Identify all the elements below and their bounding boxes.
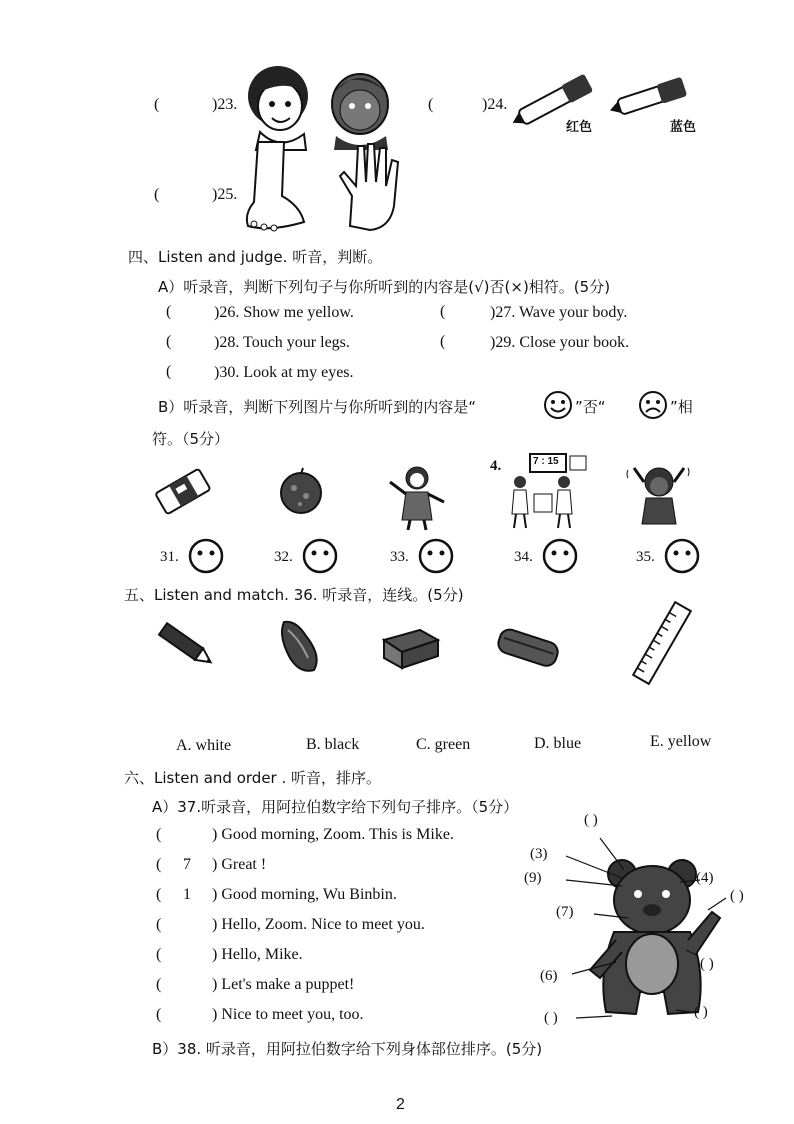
bear-label-right-far: ( ): [730, 888, 744, 904]
section5-heading: 五、Listen and match. 36. 听录音，连线。(5分): [124, 586, 464, 604]
section4-partB-instruction-line2: 符。（5分）: [152, 430, 230, 448]
q25-picture-foot-and-hand: [240, 136, 400, 236]
order-item-6-text: ) Let's make a puppet!: [212, 976, 355, 993]
pencil-sharpener-picture: [276, 616, 324, 676]
bear-label-7: (7): [556, 904, 574, 920]
boy-with-hands-on-head-picture: [626, 460, 692, 530]
bear-label-3: (3): [530, 846, 548, 862]
order-item-3-open: (: [156, 886, 162, 903]
order-item-7-text: ) Nice to meet you, too.: [212, 1006, 364, 1023]
ruler-picture: [624, 602, 700, 684]
match-option-b: B. black: [306, 736, 360, 753]
q23-number: )23.: [212, 96, 238, 113]
order-item-5-open: (: [156, 946, 162, 963]
section6-heading: 六、Listen and order . 听音，排序。: [124, 769, 382, 787]
section4-partB-instruction-2: ”否“: [575, 398, 606, 416]
face-31-number: 31.: [160, 549, 179, 565]
q24-label-blue: 蓝色: [670, 120, 697, 135]
section4-partB-instruction-3: ”相: [670, 398, 693, 416]
q23-open-paren: (: [154, 96, 160, 113]
order-item-4-open: (: [156, 916, 162, 933]
order-item-1-open: (: [156, 826, 162, 843]
q24-label-red: 红色: [566, 120, 593, 135]
order-item-2-open: (: [156, 856, 162, 873]
q26-open-paren: (: [166, 303, 172, 320]
face-35-number: 35.: [636, 549, 655, 565]
blank-face-icon: [542, 538, 578, 574]
order-item-3-text: ) Good morning, Wu Binbin.: [212, 886, 397, 903]
q28-text: )28. Touch your legs.: [214, 334, 350, 351]
girl-waving-picture: [384, 462, 450, 530]
q30-text: )30. Look at my eyes.: [214, 364, 354, 381]
order-item-2-answer: 7: [183, 856, 191, 873]
match-option-a: A. white: [176, 737, 232, 754]
face-34-number: 34.: [514, 549, 533, 565]
order-item-2-text: ) Great !: [212, 856, 267, 873]
blank-face-icon: [664, 538, 700, 574]
pencil-picture: [154, 620, 218, 670]
bear-label-4: (4): [696, 870, 714, 886]
order-item-4-text: ) Hello, Zoom. Nice to meet you.: [212, 916, 425, 933]
bear-label-6: (6): [540, 968, 558, 984]
q27-open-paren: (: [440, 303, 446, 320]
sad-face-icon: [638, 390, 668, 420]
q29-text: )29. Close your book.: [490, 334, 630, 351]
page-number: 2: [396, 1096, 405, 1113]
picture-4-number: 4.: [490, 458, 502, 474]
q25-number: )25.: [212, 186, 238, 203]
q28-open-paren: (: [166, 333, 172, 350]
order-item-3-answer: 1: [183, 886, 191, 903]
bear-label-right-mid: ( ): [700, 956, 714, 972]
section6-partA-instruction: A）37.听录音，用阿拉伯数字给下列句子排序。（5分）: [152, 798, 519, 816]
q25-open-paren: (: [154, 186, 160, 203]
pencil-box-picture: [380, 626, 442, 670]
order-item-5-text: ) Hello, Mike.: [212, 946, 303, 963]
section4-partB-instruction-1: B）听录音，判断下列图片与你所听到的内容是“: [158, 398, 477, 416]
q27-text: )27. Wave your body.: [490, 304, 628, 321]
order-item-7-open: (: [156, 1006, 162, 1023]
q24-number: )24.: [482, 96, 508, 113]
q29-open-paren: (: [440, 333, 446, 350]
q30-open-paren: (: [166, 363, 172, 380]
section4-heading: 四、Listen and judge. 听音，判断。: [128, 248, 383, 266]
section6-partB-instruction: B）38. 听录音，用阿拉伯数字给下列身体部位排序。(5分): [152, 1040, 543, 1058]
q24-open-paren: (: [428, 96, 434, 113]
happy-face-icon: [543, 390, 573, 420]
apple-picture: [276, 466, 326, 516]
q26-text: )26. Show me yellow.: [214, 304, 354, 321]
clock-time-text: 7 : 15: [533, 456, 559, 467]
section4-partA-instruction: A）听录音，判断下列句子与你所听到的内容是(√)否(×)相符。(5分): [158, 278, 611, 296]
bear-label-9: (9): [524, 870, 542, 886]
bear-label-pointers: [540, 830, 780, 1030]
match-option-c: C. green: [416, 736, 471, 753]
face-32-number: 32.: [274, 549, 293, 565]
face-33-number: 33.: [390, 549, 409, 565]
bear-label-bottom-left: ( ): [544, 1010, 558, 1026]
bear-label-top: ( ): [584, 812, 598, 828]
match-option-d: D. blue: [534, 735, 582, 752]
pencil-case-picture: [494, 626, 564, 670]
blank-face-icon: [188, 538, 224, 574]
order-item-6-open: (: [156, 976, 162, 993]
blank-face-icon: [418, 538, 454, 574]
order-item-1-text: ) Good morning, Zoom. This is Mike.: [212, 826, 454, 843]
bear-label-bottom-right: ( ): [694, 1004, 708, 1020]
match-option-e: E. yellow: [650, 733, 712, 750]
blank-face-icon: [302, 538, 338, 574]
eraser-picture: [152, 466, 214, 516]
